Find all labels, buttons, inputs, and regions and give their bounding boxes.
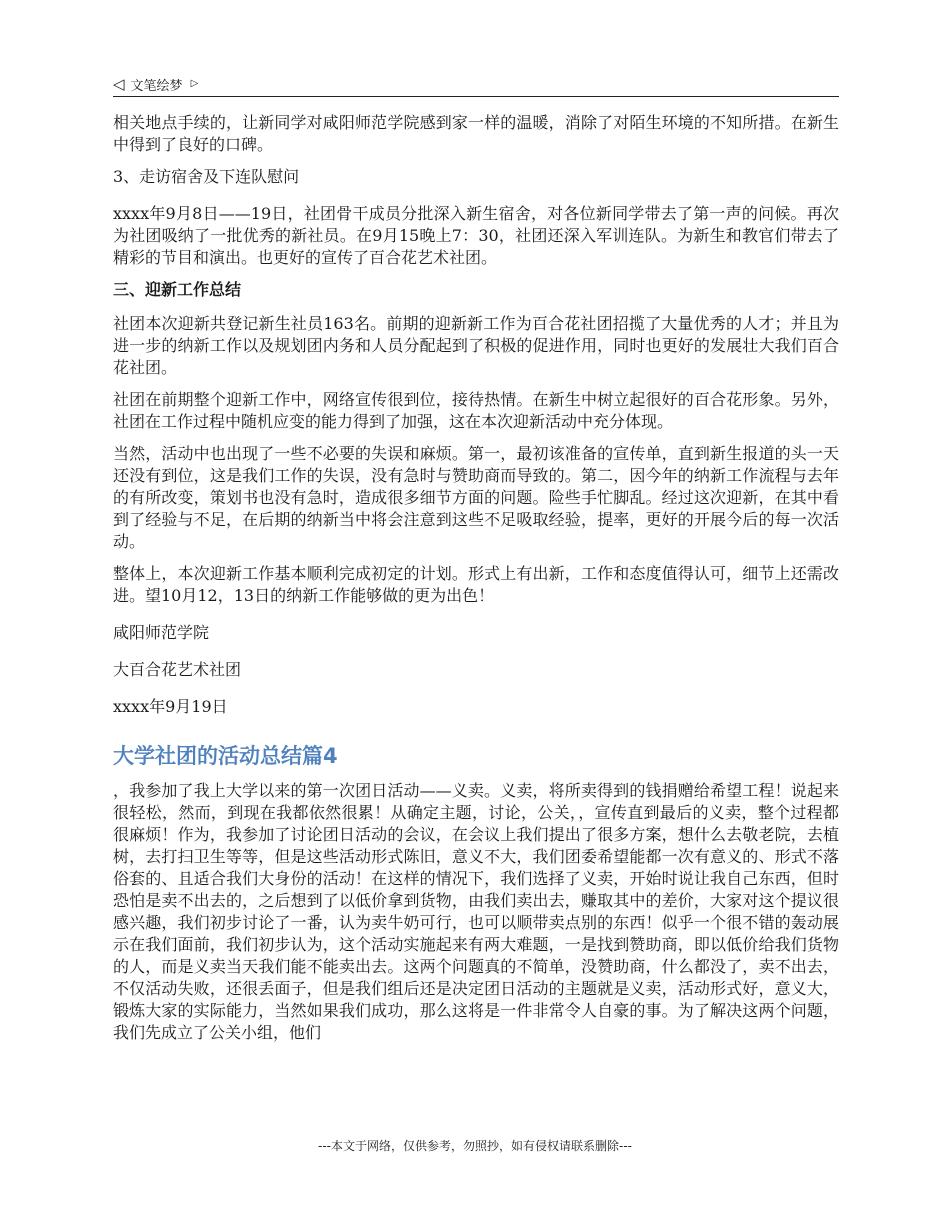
triangle-right-icon: ▷ xyxy=(190,78,199,89)
article-title: 大学社团的活动总结篇4 xyxy=(113,744,338,768)
paragraph: xxxx年9月8日——19日，社团骨干成员分批深入新生宿舍，对各位新同学带去了第一声的问候。再次为社团吸纳了一批优秀的新社员。在9月15晚上7：30，社团还深入军训连队。为新生和教官们带去了精彩的节目和演出。也更好的宣传了百合花艺术社团。 xyxy=(113,204,839,267)
paragraph: 社团本次迎新共登记新生社员163名。前期的迎新新工作为百合花社团招揽了大量优秀的人才；并且为进一步的纳新工作以及规划团内务和人员分配起到了积极的促进作用，同时也更好的发展壮大我们百合花社团。 xyxy=(113,314,839,377)
page-header xyxy=(113,72,839,97)
page-footer: ---本文于网络，仅供参考，勿照抄，如有侵权请联系删除--- xyxy=(318,1139,632,1153)
paragraph: 当然，活动中也出现了一些不必要的失误和麻烦。第一，最初该准备的宣传单，直到新生报道的头一天还没有到位，这是我们工作的失误，没有急时与赞助商而导致的。第二，因今年的纳新工作流程与去年的有所改变，策划书也没有急时，造成很多细节方面的问题。险些手忙脚乱。经过这次迎新，在其中看到了经验与不足，在后期的纳新当中将会注意到这些不足吸取经验，提率，更好的开展今后的每一次活动。 xyxy=(113,444,839,551)
triangle-left-icon: ◁ xyxy=(113,74,125,93)
paragraph: 相关地点手续的，让新同学对咸阳师范学院感到家一样的温暖，消除了对陌生环境的不知所措。在新生中得到了良好的口碑。 xyxy=(113,113,839,154)
list-item-heading: 3、走访宿舍及下连队慰问 xyxy=(113,167,300,186)
section-heading: 三、迎新工作总结 xyxy=(113,280,242,299)
signature-date: xxxx年9月19日 xyxy=(113,697,228,716)
signature-school: 咸阳师范学院 xyxy=(113,623,210,642)
paragraph: 社团在前期整个迎新工作中，网络宣传很到位，接待热情。在新生中树立起很好的百合花形象。另外，社团在工作过程中随机应变的能力得到了加强，这在本次迎新活动中充分体现。 xyxy=(113,390,839,431)
document-body xyxy=(113,112,839,1054)
header-title: 文笔绘梦 xyxy=(130,78,183,94)
paragraph: 整体上，本次迎新工作基本顺利完成初定的计划。形式上有出新，工作和态度值得认可，细节上还需改进。望10月12，13日的纳新工作能够做的更为出色！ xyxy=(113,564,839,605)
signature-club: 大百合花艺术社团 xyxy=(113,660,242,679)
paragraph: ，我参加了我上大学以来的第一次团日活动——义卖。义卖，将所卖得到的钱捐赠给希望工程！说起来很轻松，然而，到现在我都依然很累！从确定主题，讨论，公关，，宣传直到最后的义卖，整个过程都很麻烦！作为，我参加了讨论团日活动的会议，在会议上我们提出了很多方案，想什么去敬老院，去植树，去打扫卫生等等，但是这些活动形式陈旧，意义不大，我们团委希望能都一次有意义的、形式不落俗套的、且适合我们大身份的活动！在这样的情况下，我们选择了义卖，开始时说让我自己东西，但时恐怕是卖不出去的，之后想到了以低价拿到货物，由我们卖出去，赚取其中的差价，大家对这个提议很感兴趣，我们初步讨论了一番，认为卖牛奶可行，也可以顺带卖点别的东西！似乎一个很不错的轰动展示在我们面前，我们初步认为，这个活动实施起来有两大难题，一是找到赞助商，即以低价给我们货物的人，而是义卖当天我们能不能卖出去。这两个问题真的不简单，没赞助商，什么都没了，卖不出去，不仅活动失败，还很丢面子，但是我们组后还是决定团日活动的主题就是义卖，活动形式好，意义大，锻炼大家的实际能力，当然如果我们成功，那么这将是一件非常令人自豪的事。为了解决这两个问题，我们先成立了公关小组，他们 xyxy=(113,781,839,1042)
